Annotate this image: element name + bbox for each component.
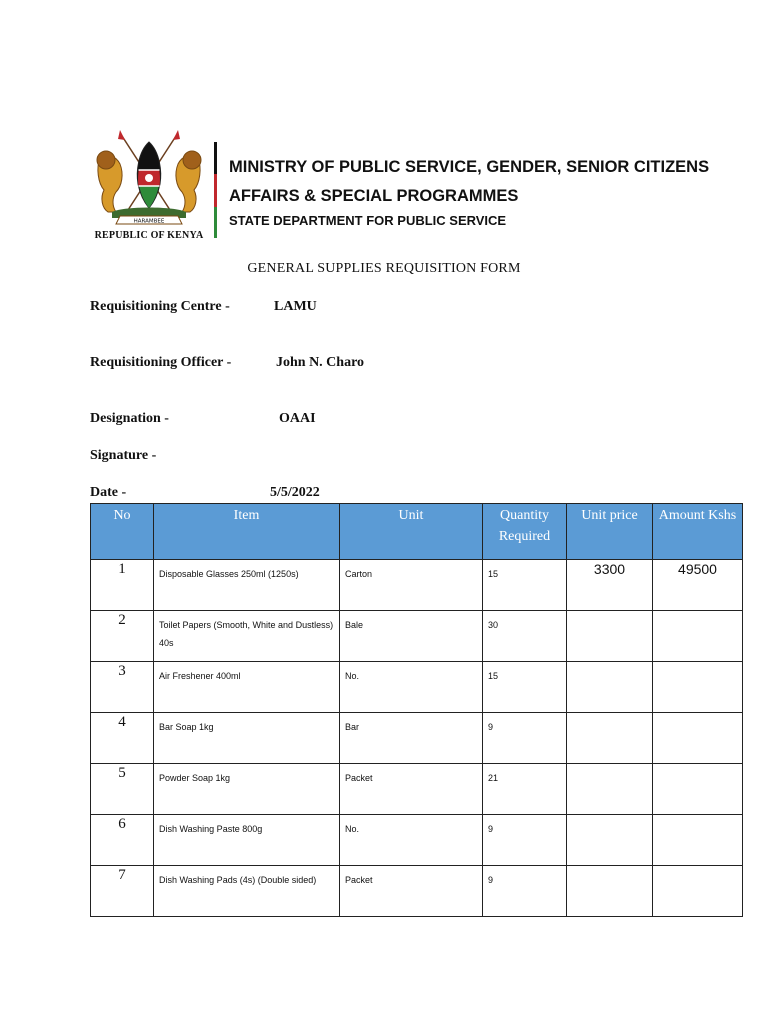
letterhead-rule-green [214,207,217,238]
header-quantity-required: Quantity Required [483,504,567,560]
field-requisitioning-officer [90,355,365,371]
header-item: Item [154,504,340,560]
cell-amount [653,815,743,866]
field-label: Signature - [90,448,157,463]
cell-no: 5 [91,764,154,815]
field-value: 5/5/2022 [270,485,320,500]
cell-unit-price [567,713,653,764]
cell-amount [653,713,743,764]
cell-quantity: 30 [483,611,567,662]
table-row [91,662,743,713]
field-label: Requisitioning Officer - [90,355,232,370]
ministry-line-2: AFFAIRS & SPECIAL PROGRAMMES [229,187,519,205]
cell-quantity: 21 [483,764,567,815]
field-value: John N. Charo [276,355,365,370]
field-value: OAAI [279,411,316,426]
cell-unit-price [567,611,653,662]
coat-of-arms [90,128,208,243]
cell-quantity: 15 [483,662,567,713]
cell-unit: Bale [340,611,483,662]
coat-of-arms-icon [90,128,208,228]
cell-unit: No. [340,815,483,866]
cell-unit: Bar [340,713,483,764]
requisition-table [90,503,743,917]
table-row [91,560,743,611]
cell-quantity: 15 [483,560,567,611]
cell-amount [653,764,743,815]
cell-amount [653,611,743,662]
cell-unit: No. [340,662,483,713]
cell-no: 4 [91,713,154,764]
field-label: Requisitioning Centre - [90,299,230,314]
cell-quantity: 9 [483,815,567,866]
cell-no: 1 [91,560,154,611]
cell-unit: Carton [340,560,483,611]
cell-no: 2 [91,611,154,662]
field-signature [90,448,156,464]
header-unit-price: Unit price [567,504,653,560]
header-unit: Unit [340,504,483,560]
table-row [91,866,743,917]
table-header-row [91,504,743,560]
table-row [91,764,743,815]
letterhead-rule-red [214,174,217,207]
header-amount-kshs: Amount Kshs [653,504,743,560]
cell-quantity: 9 [483,713,567,764]
cell-unit-price [567,866,653,917]
field-value: LAMU [274,299,317,314]
cell-item: Bar Soap 1kg [154,713,340,764]
cell-item: Dish Washing Pads (4s) (Double sided) [154,866,340,917]
cell-no: 6 [91,815,154,866]
cell-quantity: 9 [483,866,567,917]
header-no: No [91,504,154,560]
cell-unit: Packet [340,764,483,815]
field-label: Date - [90,485,127,500]
cell-item: Toilet Papers (Smooth, White and Dustless) 40s [154,611,340,662]
form-title: GENERAL SUPPLIES REQUISITION FORM [247,261,521,276]
ministry-name [229,153,729,211]
cell-item: Dish Washing Paste 800g [154,815,340,866]
cell-item: Powder Soap 1kg [154,764,340,815]
cell-item: Disposable Glasses 250ml (1250s) [154,560,340,611]
field-label: Designation - [90,411,169,426]
svg-text:HARAMBEE: HARAMBEE [133,218,165,225]
letterhead-rule-black [214,142,217,174]
cell-item: Air Freshener 400ml [154,662,340,713]
cell-unit-price [567,662,653,713]
cell-no: 7 [91,866,154,917]
letterhead [90,128,730,243]
cell-unit-price [567,815,653,866]
coat-caption: REPUBLIC OF KENYA [94,230,204,241]
table-row [91,611,743,662]
cell-unit-price: 3300 [567,560,653,611]
field-designation [90,411,316,427]
cell-unit: Packet [340,866,483,917]
cell-amount: 49500 [653,560,743,611]
field-requisitioning-centre [90,299,317,315]
ministry-line-1: MINISTRY OF PUBLIC SERVICE, GENDER, SENIOR CITIZENS [229,158,710,176]
cell-amount [653,866,743,917]
table-row [91,713,743,764]
cell-unit-price [567,764,653,815]
department-name: STATE DEPARTMENT FOR PUBLIC SERVICE [229,213,507,228]
field-date [90,485,320,501]
cell-no: 3 [91,662,154,713]
cell-amount [653,662,743,713]
table-row [91,815,743,866]
